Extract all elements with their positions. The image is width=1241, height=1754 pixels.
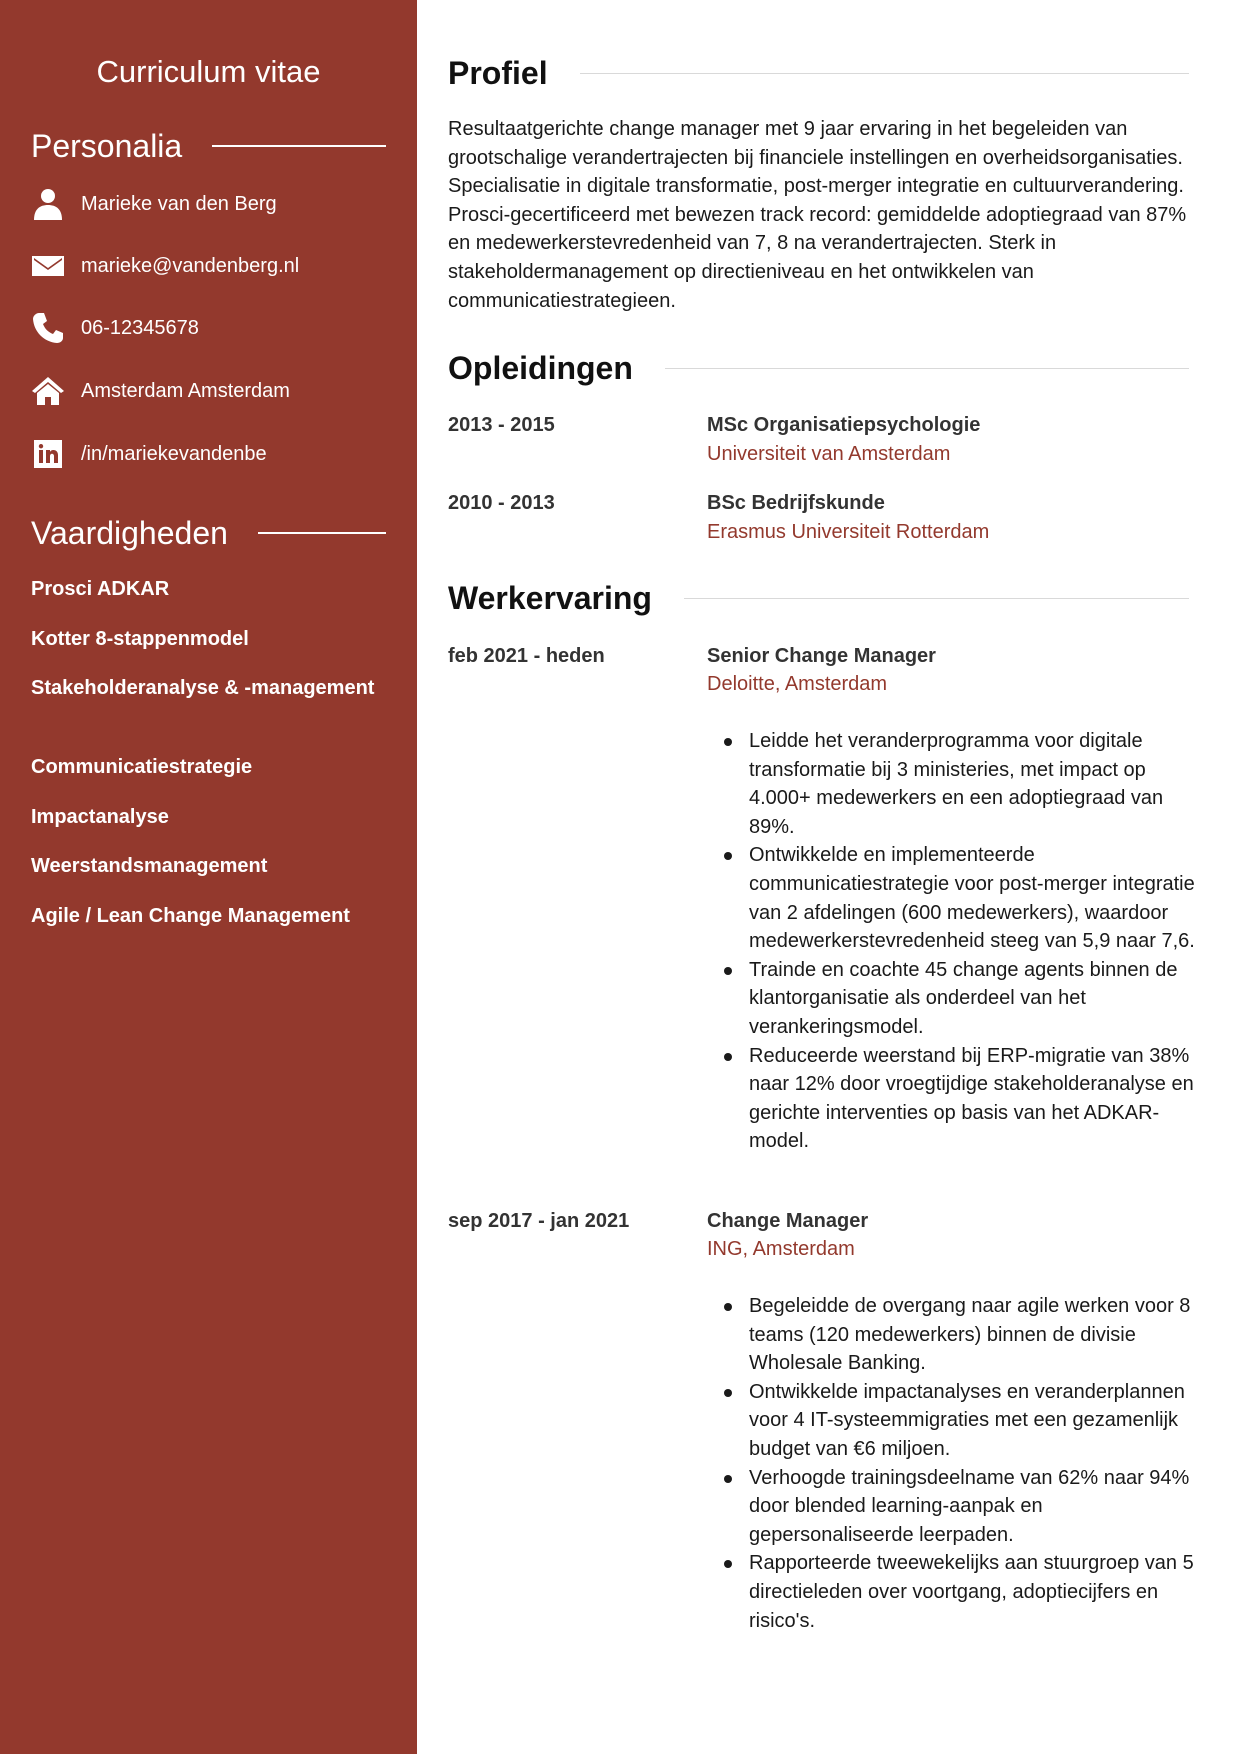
heading-rule <box>258 532 386 534</box>
skills-heading: Vaardigheden <box>31 513 386 553</box>
job-bullets <box>707 727 1197 1156</box>
education-period: 2010 - 2013 <box>448 492 555 514</box>
list-item: Ontwikkelde en implementeerde communicatiestrategie voor post-merger integratie van 2 afdelingen (600 medewerkers), waardoor medewerkerstevredenheid steeg van 5,9 naar 7,6. <box>707 841 1197 955</box>
skill-item: Communicatiestrategie <box>31 756 253 778</box>
education-degree: MSc Organisatiepsychologie <box>707 414 981 436</box>
sidebar <box>0 0 417 1754</box>
heading-rule <box>212 145 386 147</box>
job-role: Senior Change Manager <box>707 645 936 667</box>
job-period: sep 2017 - jan 2021 <box>448 1210 630 1232</box>
contact-phone[interactable]: 06-12345678 <box>31 310 391 346</box>
list-item: Rapporteerde tweewekelijks aan stuurgroep van 5 directieleden over voortgang, adoptiecijfers en risico's. <box>707 1549 1197 1635</box>
experience-heading: Werkervaring <box>448 578 1189 618</box>
skill-item: Impactanalyse <box>31 806 169 828</box>
contact-linkedin[interactable]: /in/mariekevandenbe <box>31 436 391 472</box>
person-icon <box>31 187 65 221</box>
list-item: Leidde het veranderprogramma voor digitale transformatie bij 3 ministeries, met impact op 4.000+ medewerkers en een adoptiegraad van 89%. <box>707 727 1197 841</box>
job-bullets <box>707 1292 1197 1635</box>
job-role: Change Manager <box>707 1210 869 1232</box>
contact-email[interactable]: marieke@vandenberg.nl <box>31 248 391 284</box>
linkedin-icon <box>31 437 65 471</box>
envelope-icon <box>31 249 65 283</box>
skill-item: Agile / Lean Change Management <box>31 905 350 927</box>
skill-item: Stakeholderanalyse & -management <box>31 677 375 699</box>
profile-text: Resultaatgerichte change manager met 9 jaar ervaring in het begeleiden van grootschalige verandertrajecten bij financiele instellingen en overheidsorganisaties. Specialisatie in digitale transformatie, post-merger integratie en cultuurverandering. Prosci-gecertificeerd met bewezen track record: gemiddelde adoptiegraad van 87% en medewerkerstevredenheid van 7, 8 na verandertrajecten. Sterk in stakeholdermanagement op directieniveau en het ontwikkelen van communicatiestrategieen. <box>448 118 1187 312</box>
heading-rule <box>665 368 1189 369</box>
education-degree: BSc Bedrijfskunde <box>707 492 885 514</box>
profile-heading: Profiel <box>448 53 1189 93</box>
skill-item: Prosci ADKAR <box>31 578 170 600</box>
heading-rule <box>684 598 1189 599</box>
phone-icon <box>31 311 65 345</box>
skill-item: Weerstandsmanagement <box>31 855 268 877</box>
contact-name: Marieke van den Berg <box>31 186 391 222</box>
job-company: ING, Amsterdam <box>707 1238 855 1260</box>
job-period: feb 2021 - heden <box>448 645 605 667</box>
cv-title: Curriculum vitae <box>96 54 321 89</box>
home-icon <box>31 374 65 408</box>
heading-rule <box>580 73 1189 74</box>
main-content <box>417 0 1241 1754</box>
list-item: Begeleidde de overgang naar agile werken voor 8 teams (120 medewerkers) binnen de divisie Wholesale Banking. <box>707 1292 1197 1378</box>
education-period: 2013 - 2015 <box>448 414 555 436</box>
education-school: Universiteit van Amsterdam <box>707 443 951 465</box>
contact-address: Amsterdam Amsterdam <box>31 373 391 409</box>
job-company: Deloitte, Amsterdam <box>707 673 888 695</box>
education-heading: Opleidingen <box>448 348 1189 388</box>
education-school: Erasmus Universiteit Rotterdam <box>707 521 990 543</box>
list-item: Verhoogde trainingsdeelname van 62% naar 94% door blended learning-aanpak en gepersonaliseerde leerpaden. <box>707 1464 1197 1550</box>
list-item: Reduceerde weerstand bij ERP-migratie van 38% naar 12% door vroegtijdige stakeholderanalyse en gerichte interventies op basis van het ADKAR-model. <box>707 1042 1197 1156</box>
skill-item: Kotter 8-stappenmodel <box>31 628 249 650</box>
list-item: Trainde en coachte 45 change agents binnen de klantorganisatie als onderdeel van het verankeringsmodel. <box>707 956 1197 1042</box>
list-item: Ontwikkelde impactanalyses en veranderplannen voor 4 IT-systeemmigraties met een gezamenlijk budget van €6 miljoen. <box>707 1378 1197 1464</box>
personal-heading: Personalia <box>31 126 386 166</box>
